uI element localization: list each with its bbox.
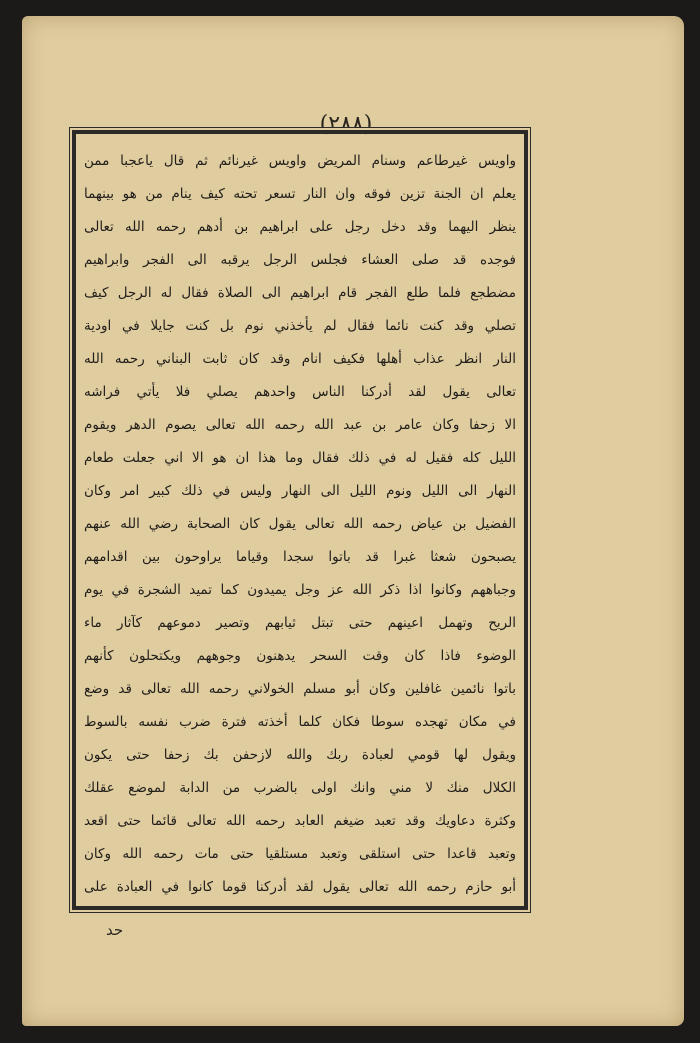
text-line: ويقول لها قومي لعبادة ربك والله لازحفن بك زحفا حتى يكون [84,747,516,763]
text-line: وكثرة دعاويك وقد تعبد ضيغم العابد رحمه الله تعالى قائما حتى اقعد [84,813,516,829]
text-line: الوضوء فاذا كان وقت السحر يدهنون وجوههم ويكتحلون كأنهم [84,648,516,664]
text-line: النار انظر عذاب أهلها فكيف انام وقد كان ثابت البناني رحمه الله [84,351,516,367]
text-line: تصلي وقد كنت نائما فقال لم يأخذني نوم بل كنت جايلا في اودية [84,318,516,334]
text-line: الا زحفا وكان عامر بن عبد الله رحمه الله تعالى يصوم الدهر ويقوم [84,417,516,433]
page-number: (٢٨٨) [319,112,373,137]
catchword: حد [106,921,124,939]
text-line: وجباههم وكانوا اذا ذكر الله عز وجل يميدون كما تميد الشجرة في يوم [84,582,516,598]
text-line: مضطجع فلما طلع الفجر قام ابراهيم الى الصلاة فقال له الرجل كيف [84,285,516,301]
text-line: فوجده قد صلى العشاء فجلس الرجل يرقبه الى الفجر وابراهيم [84,252,516,268]
text-line: أبو حازم رحمه الله تعالى يقول لقد أدركنا قوما كانوا في العبادة على [84,879,516,895]
text-line: وتعبد قاعدا حتى استلقى وتعبد مستلقيا حتى مات رحمه الله وكان [84,846,516,862]
text-line: باتوا نائمين غافلين وكان أبو مسلم الخولاني رحمه الله تعالى قد وضع [84,681,516,697]
paper-sheet [22,16,684,1026]
text-line: النهار الى الليل ونوم الليل الى النهار وليس في ذلك كبير امر وكان [84,483,516,499]
text-line: يصبحون شعثا غبرا قد باتوا سجدا وقياما يراوحون بين اقدامهم [84,549,516,565]
text-line: في مكان تهجده سوطا فكان كلما أخذته فترة ضرب نفسه بالسوط [84,714,516,730]
text-line: الريح وتهمل اعينهم حتى تبتل ثيابهم وتصير دموعهم كآثار ماء [84,615,516,631]
text-block [84,142,516,898]
text-line: يعلم ان الجنة تزين فوقه وان النار تسعر تحته كيف ينام من هو بينهما [84,186,516,202]
text-line: واويس غيرطاعم وسنام المريض واويس غيرنائم ثم قال ياعجبا ممن [84,153,516,169]
text-line: الكلال منك لا مني وانك اولى بالضرب من الدابة لموضع عقلك [84,780,516,796]
text-line: الليل كله فقيل له في ذلك فقال وما هذا ان هو الا اني جعلت طعام [84,450,516,466]
text-line: تعالى يقول لقد أدركنا الناس واحدهم يصلي فلا يأتي فراشه [84,384,516,400]
text-line: ينظر اليهما وقد دخل رجل على ابراهيم بن أدهم رحمه الله تعالى [84,219,516,235]
text-frame [72,130,528,910]
text-line: الفضيل بن عياض رحمه الله تعالى يقول كان الصحابة رضي الله عنهم [84,516,516,532]
